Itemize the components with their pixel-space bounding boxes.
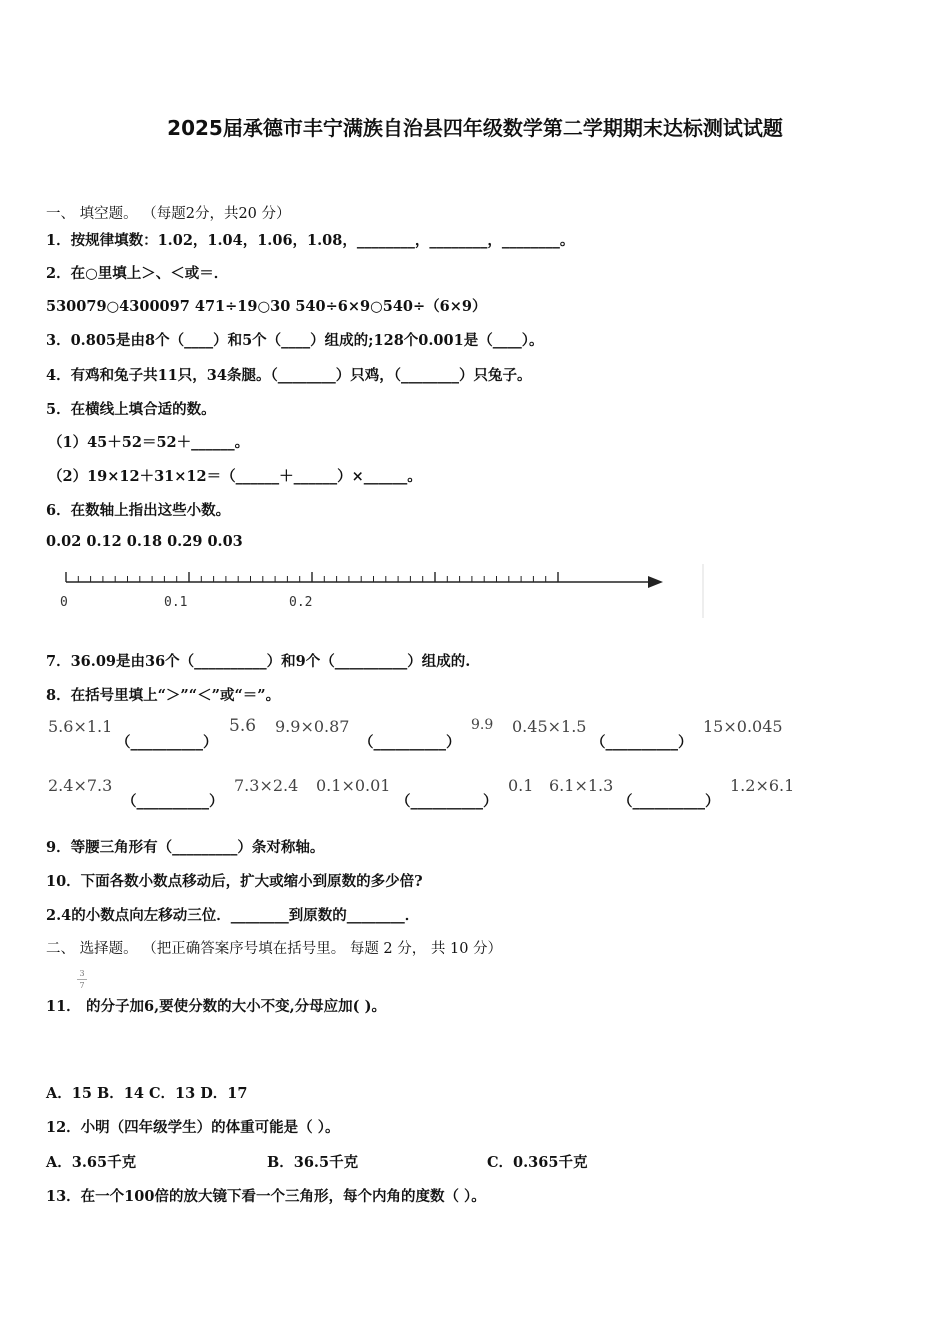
question-5: 5．在横线上填合适的数。 <box>46 401 216 418</box>
question-13: 13．在一个100倍的放大镜下看一个三角形，每个内角的度数（ ）。 <box>46 1188 486 1205</box>
number-line-ticks <box>66 572 558 582</box>
question-3: 3．0.805是由8个（____）和5个（____）组成的;128个0.001是（____）。 <box>46 332 544 349</box>
compare-right: 5.6 <box>229 716 257 736</box>
question-8: 8．在括号里填上“＞”“＜”或“＝”。 <box>46 687 281 704</box>
question-1: 1．按规律填数：1.02，1.04，1.06，1.08，________，________，________。 <box>46 232 575 249</box>
answer-blank: （__________） <box>396 793 498 810</box>
compare-right: 15×0.045 <box>703 717 783 736</box>
compare-right: 0.1 <box>508 776 534 795</box>
question-6-numbers: 0.02 0.12 0.18 0.29 0.03 <box>46 533 243 550</box>
compare-left: 2.4×7.3 <box>48 776 113 795</box>
answer-blank: （__________） <box>591 734 693 751</box>
question-10-sub: 2.4的小数点向左移动三位．________到原数的________． <box>46 907 420 924</box>
question-11-text: 的分子加6,要使分数的大小不变,分母应加( )。 <box>86 998 386 1015</box>
compare-right: 1.2×6.1 <box>730 776 795 795</box>
number-line-label: 0 <box>60 595 68 610</box>
page-title: 2025届承德市丰宁满族自治县四年级数学第二学期期末达标测试试题 <box>167 116 783 140</box>
question-11-options: A．15 B．14 C．13 D．17 <box>46 1085 248 1102</box>
fraction-denominator: 7 <box>79 981 85 990</box>
compare-left: 9.9×0.87 <box>275 717 350 736</box>
compare-left: 0.45×1.5 <box>512 717 587 736</box>
question-11-number: 11． <box>46 998 81 1015</box>
question-9: 9．等腰三角形有（_________）条对称轴。 <box>46 839 325 856</box>
compare-left: 0.1×0.01 <box>316 776 391 795</box>
fraction-bar <box>77 979 87 980</box>
section-2-heading: 二、 选择题。 （把正确答案序号填在括号里。 每题 2 分， 共 10 分） <box>46 941 503 957</box>
number-line-arrow-icon <box>648 576 663 588</box>
compare-right: 7.3×2.4 <box>234 776 299 795</box>
fraction <box>77 969 87 990</box>
question-4: 4．有鸡和兔子共11只，34条腿。（________）只鸡，（________）只兔子。 <box>46 367 532 384</box>
option-c: C．0.365千克 <box>487 1154 588 1171</box>
option-a: A．3.65千克 <box>46 1154 137 1171</box>
question-5-part-1: （1）45＋52＝52＋______。 <box>48 434 250 451</box>
number-line-label: 0.2 <box>289 595 313 610</box>
section-1-heading: 一、 填空题。 （每题2分，共20 分） <box>46 206 291 222</box>
compare-left: 5.6×1.1 <box>48 717 113 736</box>
answer-blank: （__________） <box>116 734 218 751</box>
answer-blank: （__________） <box>359 734 461 751</box>
number-line <box>56 562 706 620</box>
question-6: 6．在数轴上指出这些小数。 <box>46 502 231 519</box>
question-12: 12．小明（四年级学生）的体重可能是（ ）。 <box>46 1119 340 1136</box>
question-7: 7．36.09是由36个（__________）和9个（__________）组成的. <box>46 653 471 670</box>
fraction-numerator: 3 <box>79 969 85 978</box>
question-2: 2．在○里填上＞、＜或＝． <box>46 265 229 282</box>
question-10: 10．下面各数小数点移动后，扩大或缩小到原数的多少倍? <box>46 873 423 890</box>
answer-blank: （__________） <box>122 793 224 810</box>
question-2-items: 530079○4300097 471÷19○30 540÷6×9○540÷（6×9） <box>46 298 487 315</box>
option-b: B．36.5千克 <box>267 1154 359 1171</box>
compare-left: 6.1×1.3 <box>549 776 614 795</box>
answer-blank: （__________） <box>618 793 720 810</box>
question-5-part-2: （2）19×12＋31×12＝（______＋______）×______。 <box>48 468 422 485</box>
number-line-label: 0.1 <box>164 595 188 610</box>
compare-right: 9.9 <box>471 717 494 733</box>
